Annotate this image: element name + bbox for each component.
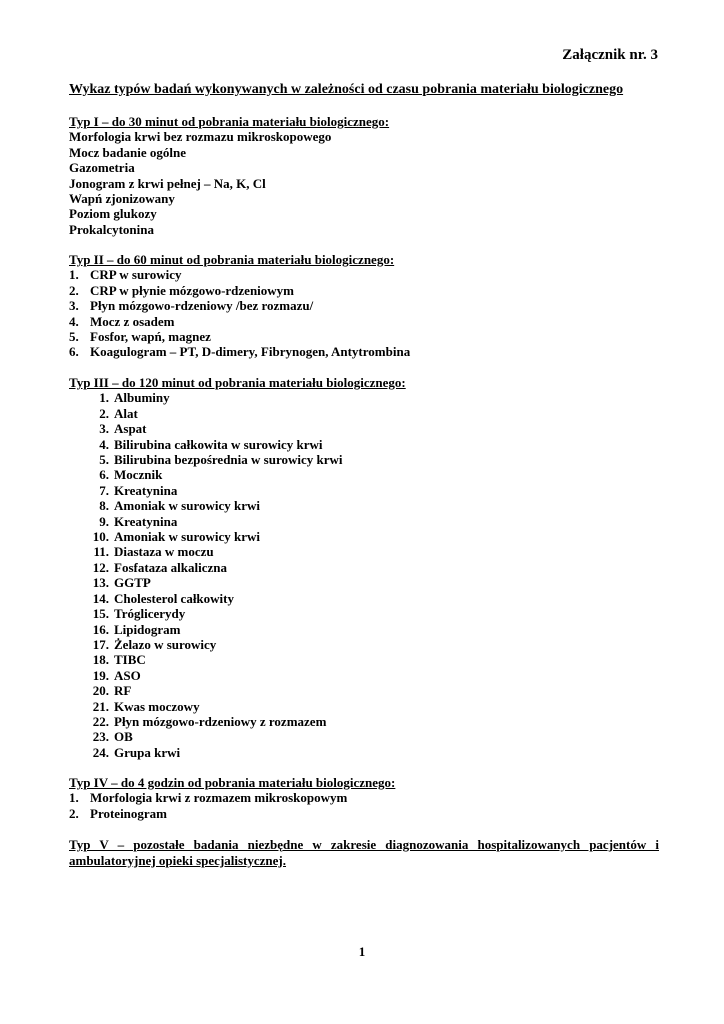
- list-item: [69, 699, 659, 714]
- list-item-text: Kreatynina: [114, 513, 178, 529]
- list-item-text: Grupa krwi: [114, 744, 181, 760]
- list-item: [69, 745, 659, 760]
- list-item: Poziom glukozy: [69, 206, 157, 222]
- list-item-number: 5.: [99, 452, 109, 468]
- list-item-number: 16.: [92, 621, 109, 637]
- section-type-3-heading: Typ III – do 120 minut od pobrania materiału biologicznego:: [69, 375, 406, 390]
- section-type-4: [69, 775, 659, 821]
- list-item-number: 15.: [92, 606, 109, 622]
- list-item-text: Albuminy: [114, 390, 170, 406]
- list-item-number: 8.: [99, 498, 109, 514]
- list-item-number: 10.: [92, 529, 109, 545]
- list-item-text: GGTP: [114, 575, 151, 591]
- list-item-text: Mocznik: [114, 467, 163, 483]
- list-item-text: Morfologia krwi z rozmazem mikroskopowym: [90, 790, 348, 806]
- list-item: Prokalcytonina: [69, 221, 154, 237]
- list-item: [69, 514, 659, 529]
- list-item: [69, 344, 659, 359]
- list-item: [69, 637, 659, 652]
- section-type-4-list: [69, 790, 659, 821]
- list-item-text: Żelazo w surowicy: [114, 636, 217, 652]
- list-item: [69, 652, 659, 667]
- list-item-text: Kwas moczowy: [114, 698, 200, 714]
- list-item-text: Amoniak w surowicy krwi: [114, 498, 261, 514]
- list-item-number: 1.: [69, 267, 79, 283]
- document-title: Wykaz typów badań wykonywanych w zależności od czasu pobrania materiału biologicznego: [69, 82, 624, 97]
- list-item: [69, 591, 659, 606]
- list-item-number: 22.: [92, 713, 109, 729]
- list-item-number: 17.: [92, 636, 109, 652]
- list-item-number: 4.: [69, 313, 79, 329]
- list-item-text: Lipidogram: [114, 621, 181, 637]
- list-item-number: 19.: [92, 667, 109, 683]
- list-item-number: 1.: [69, 790, 79, 806]
- list-item: [69, 298, 659, 313]
- list-item-number: 24.: [92, 744, 109, 760]
- list-item-text: RF: [114, 683, 132, 699]
- list-item-text: Proteinogram: [90, 805, 168, 821]
- list-item: [69, 483, 659, 498]
- list-item-text: Mocz z osadem: [90, 313, 175, 329]
- section-type-1-list: [69, 129, 659, 237]
- list-item-text: Fosfataza alkaliczna: [114, 559, 228, 575]
- list-item-number: 2.: [99, 405, 109, 421]
- list-item: Mocz badanie ogólne: [69, 144, 186, 160]
- list-item-number: 1.: [99, 390, 109, 406]
- list-item-text: Amoniak w surowicy krwi: [114, 529, 261, 545]
- section-type-4-heading: Typ IV – do 4 godzin od pobrania materiału biologicznego:: [69, 775, 396, 790]
- list-item-number: 11.: [93, 544, 109, 560]
- list-item-number: 2.: [69, 282, 79, 298]
- section-type-3-list: [69, 390, 659, 760]
- list-item-number: 9.: [99, 513, 109, 529]
- list-item: Gazometria: [69, 160, 135, 176]
- list-item-text: ASO: [114, 667, 141, 683]
- list-item: [69, 467, 659, 482]
- list-item: [69, 452, 659, 467]
- list-item-text: Diastaza w moczu: [114, 544, 214, 560]
- list-item-number: 6.: [69, 344, 79, 360]
- list-item-text: Koagulogram – PT, D-dimery, Fibrynogen, Antytrombina: [90, 344, 411, 360]
- list-item: [69, 575, 659, 590]
- list-item: [69, 406, 659, 421]
- list-item: [69, 498, 659, 513]
- list-item: [69, 729, 659, 744]
- section-type-1-heading: Typ I – do 30 minut od pobrania materiału biologicznego:: [69, 114, 390, 129]
- section-type-3: [69, 375, 659, 760]
- annex-label: Załącznik nr. 3: [562, 47, 658, 63]
- list-item: [69, 421, 659, 436]
- list-item: [69, 683, 659, 698]
- list-item: [69, 606, 659, 621]
- list-item: [69, 314, 659, 329]
- list-item-number: 6.: [99, 467, 109, 483]
- list-item-text: Płyn mózgowo-rdzeniowy /bez rozmazu/: [90, 298, 314, 314]
- list-item: [69, 544, 659, 559]
- section-type-2-heading: Typ II – do 60 minut od pobrania materiału biologicznego:: [69, 252, 395, 267]
- list-item-text: Cholesterol całkowity: [114, 590, 234, 606]
- list-item: Wapń zjonizowany: [69, 191, 175, 207]
- section-type-2-list: [69, 267, 659, 359]
- list-item-text: Alat: [114, 405, 138, 421]
- list-item: Morfologia krwi bez rozmazu mikroskopowego: [69, 129, 332, 145]
- section-type-5: Typ V – pozostałe badania niezbędne w zakresie diagnozowania hospitalizowanych pacjentów i ambulatoryjnej opieki specjalistycznej.: [69, 837, 659, 868]
- list-item: [69, 390, 659, 405]
- list-item: [69, 714, 659, 729]
- list-item-number: 4.: [99, 436, 109, 452]
- list-item: [69, 437, 659, 452]
- list-item: [69, 668, 659, 683]
- list-item: [69, 283, 659, 298]
- list-item-number: 23.: [92, 729, 109, 745]
- page-number: 1: [358, 944, 366, 959]
- list-item-number: 20.: [92, 683, 109, 699]
- list-item: [69, 329, 659, 344]
- list-item-number: 7.: [99, 482, 109, 498]
- list-item-number: 21.: [92, 698, 109, 714]
- list-item-text: CRP w surowicy: [90, 267, 182, 283]
- list-item-text: Kreatynina: [114, 482, 178, 498]
- list-item: [69, 622, 659, 637]
- list-item: [69, 560, 659, 575]
- list-item-number: 5.: [69, 329, 79, 345]
- list-item: [69, 806, 659, 821]
- list-item-text: Bilirubina bezpośrednia w surowicy krwi: [114, 452, 343, 468]
- list-item: Jonogram z krwi pełnej – Na, K, Cl: [69, 175, 266, 191]
- list-item-number: 18.: [92, 652, 109, 668]
- list-item-number: 13.: [92, 575, 109, 591]
- list-item-number: 12.: [92, 559, 109, 575]
- list-item-text: Aspat: [114, 421, 147, 437]
- list-item-text: TIBC: [114, 652, 146, 668]
- section-type-2: [69, 252, 659, 360]
- list-item-text: Fosfor, wapń, magnez: [90, 329, 211, 345]
- list-item: [69, 267, 659, 282]
- list-item-number: 3.: [69, 298, 79, 314]
- list-item-number: 3.: [99, 421, 109, 437]
- list-item-text: CRP w płynie mózgowo-rdzeniowym: [90, 282, 295, 298]
- list-item-text: Bilirubina całkowita w surowicy krwi: [114, 436, 323, 452]
- list-item-text: Płyn mózgowo-rdzeniowy z rozmazem: [114, 713, 327, 729]
- list-item: [69, 790, 659, 805]
- list-item: [69, 529, 659, 544]
- list-item-text: Tróglicerydy: [114, 606, 186, 622]
- list-item-number: 14.: [92, 590, 109, 606]
- section-type-1: [69, 114, 659, 237]
- list-item-text: OB: [114, 729, 133, 745]
- list-item-number: 2.: [69, 805, 79, 821]
